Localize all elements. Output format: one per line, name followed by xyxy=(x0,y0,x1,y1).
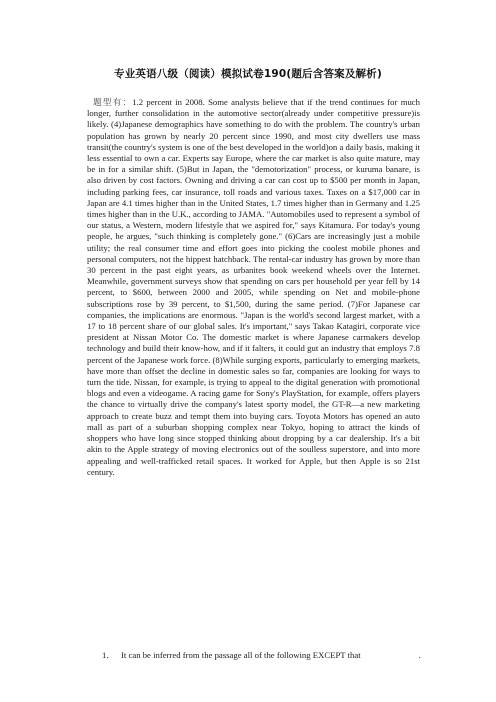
question-end: . xyxy=(418,650,421,660)
question-text: It can be inferred from the passage all of the following EXCEPT that xyxy=(121,650,361,660)
page-title: 专业英语八级（阅读）模拟试卷190(题后含答案及解析) xyxy=(114,68,382,80)
question-number: 1． xyxy=(101,650,115,660)
question-type-label: 题型有： xyxy=(93,97,133,107)
question-item xyxy=(87,650,420,661)
passage-text: 1.2 percent in 2008. Some analysts believe that if the trend continues for much longer, further consolidation in the automotive sector(already under competitive pressure)is likely. (4)Japanese demographics have something to do with the problem. The country's urban population has grown by nearly 20 percent since 1990, and most city dwellers use mass transit(the country's system is one of the best developed in the world)on a daily basis, making it less essential to own a car. Experts say Europe, where the car market is also quite mature, may be in for a similar shift. (5)But in Japan, the "demotorization" process, or kuruma banare, is also driven by cost factors. Owning and driving a car can cost up to $500 per month in Japan, including parking fees, car insurance, toll roads and various taxes. Taxes on a $17,000 car in Japan are 4.1 times higher than in the United States, 1.7 times higher than in Germany and 1.25 times higher than in the U.K., according to JAMA. "Automobiles used to represent a symbol of our status, a Western, modern lifestyle that we aspired for," says Kitamura. For today's young people, he argues, "such thinking is completely gone." (6)Cars are increasingly just a mobile utility; the real consumer time and effort goes into picking the coolest mobile phones and personal computers, not the hippest hatchback. The rental-car industry has grown by more than 30 percent in the past eight years, as urbanites book weekend wheels over the Internet. Meanwhile, government surveys show that spending on cars per household per year fell by 14 percent, to $600, between 2000 and 2005, while spending on Net and mobile-phone subscriptions rose by 39 percent, to $1,500, during the same period. (7)For Japanese car companies, the implications are enormous. "Japan is the world's second largest market, with a 17 to 18 percent share of our global sales. It's important," says Takao Katagiri, corporate vice president at Nissan Motor Co. The domestic market is where Japanese carmakers develop technology and build their know-how, and if it falters, it could gut an industry that employs 7.8 percent of the Japanese work force. (8)While surging exports, particularly to emerging markets, have more than offset the decline in domestic sales so far, companies are looking for ways to turn the tide. Nissan, for example, is trying to appeal to the digital generation with promotional blogs and even a videogame. A racing game for Sony's PlayStation, for example, offers players the chance to virtually drive the company's latest sporty model, the GT-R—a new marketing approach to create buzz and tempt them into buying cars. Toyota Motors has opened an auto mall as part of a suburban shopping complex near Tokyo, hoping to attract the kinds of shoppers who have long since stopped thinking about dropping by a car dealership. It's a bit akin to the Apple strategy of moving electronics out of the soulless superstore, and into more appealing and well-trafficked retail spaces. It worked for Apple, but then Apple is so 21st century. xyxy=(87,97,421,477)
passage-paragraph xyxy=(87,97,420,478)
